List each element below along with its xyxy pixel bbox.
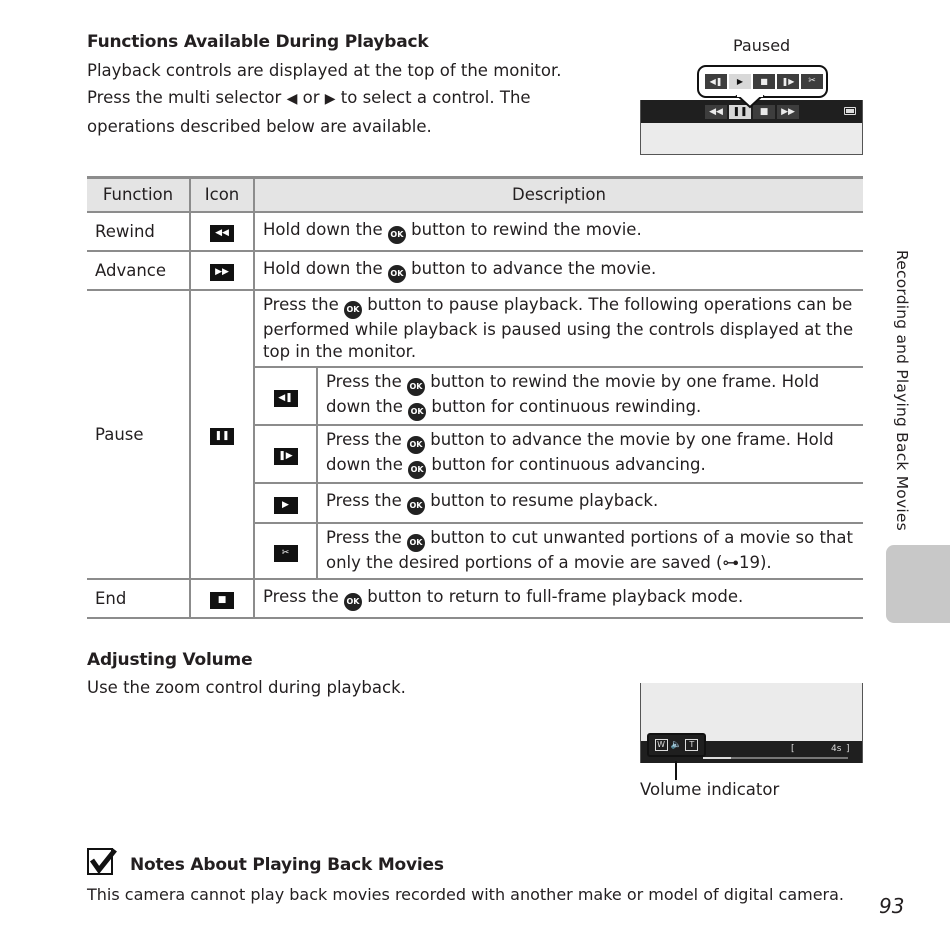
right-arrow-icon: ▶ xyxy=(324,91,336,107)
bracket-right-icon: ] xyxy=(846,744,850,754)
table-row xyxy=(87,212,863,251)
playback-intro xyxy=(87,57,607,140)
ok-button-icon: OK xyxy=(408,403,426,421)
callout-line xyxy=(675,761,677,780)
ok-button-icon: OK xyxy=(408,461,426,479)
frame-rewind-description: Press the OK button to rewind the movie by one frame. Hold down the OK button for continuous rewinding. xyxy=(317,367,863,425)
function-pause: Pause xyxy=(87,290,190,579)
popup-pointer xyxy=(735,95,765,109)
intro-line-3: operations described below are available. xyxy=(87,117,432,136)
advance-icon: ▶▶ xyxy=(210,264,234,281)
notes-heading: Notes About Playing Back Movies xyxy=(130,855,444,875)
playback-functions-table xyxy=(87,176,863,619)
volume-indicator xyxy=(647,733,706,757)
frame-advance-description: Press the OK button to advance the movie by one frame. Hold down the OK button for continuous advancing. xyxy=(317,425,863,483)
table-row xyxy=(87,579,863,618)
play-icon: ▶ xyxy=(729,74,751,89)
volume-heading: Adjusting Volume xyxy=(87,650,253,670)
page-number: 93 xyxy=(879,894,905,918)
bracket-left-icon: [ xyxy=(791,744,795,754)
left-arrow-icon: ◀ xyxy=(286,91,298,107)
time-remaining: 4s xyxy=(831,744,842,754)
end-description: Press the OK button to return to full-frame playback mode. xyxy=(254,579,863,618)
pause-icon: ❚❚ xyxy=(729,105,751,119)
header-description: Description xyxy=(254,178,863,212)
volume-text: Use the zoom control during playback. xyxy=(87,678,406,697)
advance-icon: ▶▶ xyxy=(777,105,799,119)
ok-button-icon: OK xyxy=(407,436,425,454)
rewind-description: Hold down the OK button to rewind the movie. xyxy=(254,212,863,251)
table-row xyxy=(87,251,863,290)
notes-text: This camera cannot play back movies recorded with another make or model of digital camera. xyxy=(87,885,845,904)
play-icon: ▶ xyxy=(274,497,298,514)
advance-description: Hold down the OK button to advance the movie. xyxy=(254,251,863,290)
function-advance: Advance xyxy=(87,251,190,290)
volume-indicator-caption: Volume indicator xyxy=(640,780,780,799)
function-end: End xyxy=(87,579,190,618)
table-row xyxy=(87,290,863,367)
rewind-icon: ◀◀ xyxy=(705,105,727,119)
cut-description: Press the OK button to cut unwanted portions of a movie so that only the desired portions of a movie are saved (⊶19). xyxy=(317,523,863,579)
intro-line-2: Press the multi selector ◀ or ▶ to select a control. The xyxy=(87,88,531,107)
reference-link[interactable]: ⊶19 xyxy=(722,553,760,572)
ok-button-icon: OK xyxy=(344,301,362,319)
speaker-icon: 🔈 xyxy=(670,740,683,750)
header-function: Function xyxy=(87,178,190,212)
ok-button-icon: OK xyxy=(407,534,425,552)
frame-advance-icon: ❚▶ xyxy=(777,74,799,89)
side-tab xyxy=(886,545,950,623)
progress-fill xyxy=(703,757,731,759)
resume-description: Press the OK button to resume playback. xyxy=(317,483,863,523)
stop-icon: ■ xyxy=(753,74,775,89)
scissors-icon: ✂ xyxy=(274,545,298,562)
frame-rewind-icon: ◀❚ xyxy=(705,74,727,89)
check-mark-icon xyxy=(87,848,118,876)
table-header-row xyxy=(87,178,863,212)
ok-button-icon: OK xyxy=(388,226,406,244)
playback-heading: Functions Available During Playback xyxy=(87,32,429,52)
paused-controls-popup xyxy=(697,65,828,98)
battery-icon xyxy=(844,107,856,115)
intro-line-1: Playback controls are displayed at the top of the monitor. xyxy=(87,61,562,80)
side-tab-title: Recording and Playing Back Movies xyxy=(893,250,911,531)
ok-button-icon: OK xyxy=(407,378,425,396)
paused-caption: Paused xyxy=(733,36,791,55)
stop-icon: ■ xyxy=(753,105,775,119)
zoom-w-label: W xyxy=(655,739,668,751)
zoom-t-label: T xyxy=(685,739,698,751)
frame-advance-icon: ❚▶ xyxy=(274,448,298,465)
ok-button-icon: OK xyxy=(407,497,425,515)
header-icon: Icon xyxy=(190,178,254,212)
stop-icon: ■ xyxy=(210,592,234,609)
pause-icon: ❚❚ xyxy=(210,428,234,445)
scissors-icon: ✂ xyxy=(801,74,823,89)
rewind-icon: ◀◀ xyxy=(210,225,234,242)
function-rewind: Rewind xyxy=(87,212,190,251)
pause-description: Press the OK button to pause playback. The following operations can be performed while playback is paused using the controls displayed at the top in the monitor. xyxy=(254,290,863,367)
ok-button-icon: OK xyxy=(388,265,406,283)
frame-rewind-icon: ◀❚ xyxy=(274,390,298,407)
volume-monitor-illustration xyxy=(640,683,863,763)
ok-button-icon: OK xyxy=(344,593,362,611)
